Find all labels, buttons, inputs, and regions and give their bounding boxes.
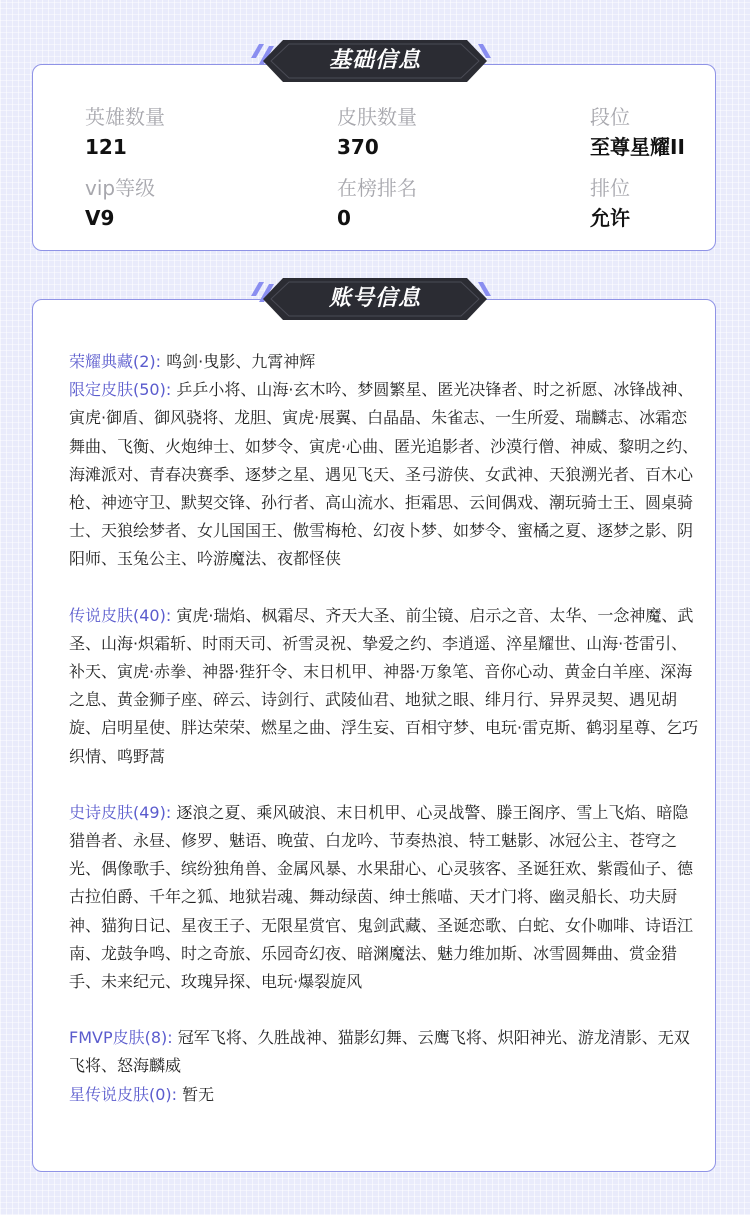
entry-value: 暂无 [177,1084,215,1104]
stat-value: 370 [337,135,379,159]
stat-label: 段位 [590,105,630,129]
stat-label: 排位 [590,176,630,200]
entry-value: 寅虎·瑞焰、枫霜尽、齐天大圣、前尘镜、启示之音、太华、一念神魔、武圣、山海·炽霜斩、时雨天司、祈雪灵祝、挚爱之约、李逍遥、淬星耀世、山海·苍雷引、补天、寅虎·赤拳、神器·狴犴令、末日机甲、神器·万象笔、音你心动、黄金白羊座、深海之息、黄金狮子座、碎云、诗剑行、武陵仙君、地狱之眼、绯月行、异界灵契、遇见胡旋、启明星使、胖达荣荣、燃星之曲、浮生妄、百相守梦、电玩·雷克斯、鹤羽星尊、乞巧织情、鸣野蒿 [69,605,699,766]
stat-hero-count [85,103,165,161]
stat-value: 至尊星耀II [590,135,685,159]
stat-skin-count [337,103,417,161]
skin-list-content [69,348,699,1109]
entry-key: 荣耀典藏(2): [69,352,162,371]
stat-ranked-allowed [590,174,630,232]
section-banner-account [245,276,505,322]
basic-info-card [32,64,716,251]
section-title: 基础信息 [328,48,421,73]
entry-key: FMVP皮肤(8): [69,1028,173,1048]
entry-key: 星传说皮肤(0): [69,1084,178,1104]
stat-value: 121 [85,135,127,159]
entry-fmvp-skins [69,1024,699,1080]
stat-vip-level [85,174,155,232]
entry-value: 乒乒小将、山海·玄木吟、梦圆繁星、匿光决锋者、时之祈愿、冰锋战神、寅虎·御盾、御风骁将、龙胆、寅虎·展翼、白晶晶、朱雀志、一生所爱、瑞麟志、冰霜恋舞曲、飞衡、火炮绅士、如梦令、寅虎·心曲、匿光追影者、沙漠行僧、神威、黎明之约、海滩派对、青春决赛季、逐梦之星、遇见飞天、圣弓游侠、女武神、天狼溯光者、百木心枪、神迹守卫、默契交锋、孙行者、高山流水、拒霜思、云间偶戏、潮玩骑士王、圆桌骑士、天狼绘梦者、女儿国国王、傲雪梅枪、幻夜卜梦、如梦令、蜜橘之夏、逐梦之影、阴阳师、玉兔公主、吟游魔法、夜都怪侠 [69,380,699,569]
stat-value: V9 [85,206,115,230]
account-info-card [32,299,716,1172]
entry-key: 传说皮肤(40): [69,605,172,625]
entry-glory-collection [69,348,699,376]
stat-value: 允许 [590,206,630,230]
entry-value: 逐浪之夏、乘风破浪、末日机甲、心灵战警、滕王阁序、雪上飞焰、暗隐猎兽者、永昼、修罗、魅语、晚萤、白龙吟、节奏热浪、特工魅影、冰冠公主、苍穹之光、偶像歌手、缤纷独角兽、金属风暴、水果甜心、心灵骇客、圣诞狂欢、紫霞仙子、德古拉伯爵、千年之狐、地狱岩魂、舞动绿茵、绅士熊喵、天才门将、幽灵船长、功夫厨神、猫狗日记、星夜王子、无限星赏官、鬼剑武藏、圣诞恋歌、白蛇、女仆咖啡、诗语江南、龙鼓争鸣、时之奇旅、乐园奇幻夜、暗渊魔法、魅力维加斯、冰雪圆舞曲、赏金猎手、未来纪元、玫瑰异探、电玩·爆裂旋风 [69,802,694,992]
stat-label: 英雄数量 [85,105,165,129]
stat-label: 皮肤数量 [337,105,417,129]
entry-value: 冠军飞将、久胜战神、猫影幻舞、云鹰飞将、炽阳神光、游龙清影、无双飞将、怒海麟威 [69,1028,690,1076]
entry-value: 鸣剑·曳影、九霄神辉 [161,352,316,371]
stat-value: 0 [337,206,351,230]
stat-label: 在榜排名 [337,176,417,200]
entry-star-legend-skins [69,1081,699,1109]
section-title: 账号信息 [328,286,421,311]
entry-key: 史诗皮肤(49): [69,802,172,822]
stat-rank-tier [590,103,685,161]
entry-epic-skins [69,799,699,996]
entry-limited-skins [69,376,699,573]
entry-key: 限定皮肤(50): [69,380,172,400]
stat-label: vip等级 [85,176,156,200]
section-banner-basic [245,38,505,84]
stat-leaderboard-rank [337,174,417,232]
entry-legend-skins [69,602,699,771]
